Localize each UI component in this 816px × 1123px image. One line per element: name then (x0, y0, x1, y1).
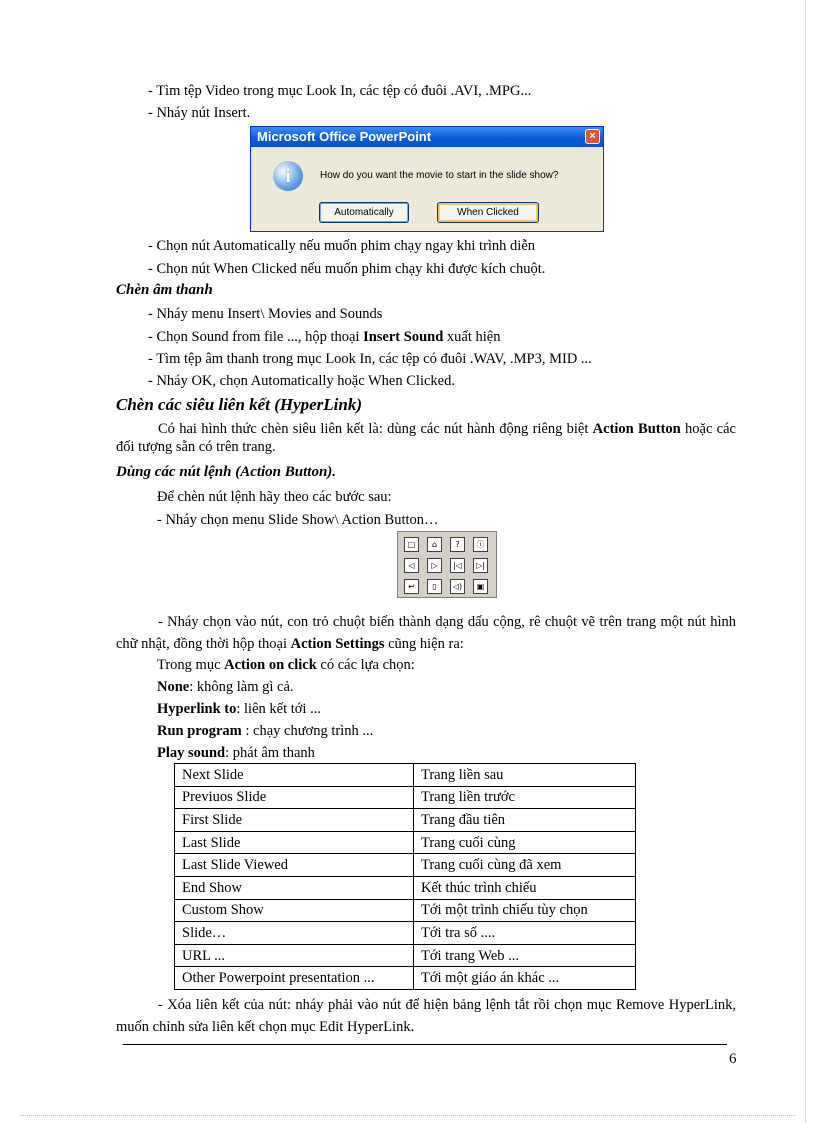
table-row (175, 831, 636, 854)
table-row (175, 922, 636, 945)
sound-step-choose-file: - Chọn Sound from file ..., hộp thoại Insert Sound xuất hiện (148, 329, 501, 345)
step-insert-button: - Nháy nút Insert. (148, 105, 251, 121)
table-row (175, 786, 636, 809)
action-step-draw: - Nháy chọn vào nút, con trỏ chuột biến thành dạng dấu cộng, rê chuột vẽ trên trang một nút hình chữ nhật, đồng thời hộp thoại Action Settings cũng hiện ra: (116, 614, 736, 652)
page-edge (20, 1115, 796, 1116)
table-cell: Tới trang Web ... (414, 944, 636, 967)
sound-step-ok: - Nháy OK, chọn Automatically hoặc When Clicked. (148, 373, 455, 389)
forward-action-icon[interactable]: ▷ (427, 558, 442, 573)
table-cell: Trang liền sau (414, 764, 636, 787)
when-clicked-button[interactable]: When Clicked (437, 202, 539, 223)
table-cell: Tới tra số .... (414, 922, 636, 945)
movie-start-dialog (250, 126, 604, 232)
table-row (175, 876, 636, 899)
help-action-icon[interactable]: ? (450, 537, 465, 552)
dialog-titlebar (251, 127, 603, 147)
page-number: 6 (729, 1051, 737, 1067)
sound-step-menu: - Nháy menu Insert\ Movies and Sounds (148, 306, 383, 322)
page-edge-right (805, 0, 806, 1123)
table-row (175, 854, 636, 877)
remove-hyperlink-text: - Xóa liên kết của nút: nháy phải vào nút để hiện bảng lệnh tắt rồi chọn mục Remove HyperLink, muốn chỉnh sửa liên kết chọn mục Edit HyperLink. (116, 997, 736, 1035)
table-cell: First Slide (175, 809, 414, 832)
sound-step-find: - Tìm tệp âm thanh trong mục Look In, các tệp có đuôi .WAV, .MP3, MID ... (148, 351, 592, 367)
hyperlink-intro: Có hai hình thức chèn siêu liên kết là: dùng các nút hành động riêng biệt Action Button hoặc các đối tượng sẵn có trên trang. (116, 421, 736, 455)
table-row (175, 944, 636, 967)
option-play-sound: Play sound: phát âm thanh (157, 745, 315, 761)
option-none: None: không làm gì cả. (157, 679, 294, 695)
footer-rule (123, 1044, 727, 1045)
action-heading: Dùng các nút lệnh (Action Button). (116, 464, 337, 480)
close-icon[interactable]: × (585, 129, 600, 144)
table-cell: Tới một trình chiếu tùy chọn (414, 899, 636, 922)
step-find-video: - Tìm tệp Video trong mục Look In, các tệp có đuôi .AVI, .MPG... (148, 83, 532, 99)
dialog-title: Microsoft Office PowerPoint (257, 129, 432, 144)
end-action-icon[interactable]: ▷| (473, 558, 488, 573)
table-row (175, 764, 636, 787)
option-run-program: Run program : chạy chương trình ... (157, 723, 374, 739)
table-cell: Next Slide (175, 764, 414, 787)
beginning-action-icon[interactable]: |◁ (450, 558, 465, 573)
document-action-icon[interactable]: ▯ (427, 579, 442, 594)
table-cell: URL ... (175, 944, 414, 967)
action-button-palette (397, 531, 497, 598)
movie-action-icon[interactable]: ▣ (473, 579, 488, 594)
back-action-icon[interactable]: ◁ (404, 558, 419, 573)
step-choose-when-clicked: - Chọn nút When Clicked nếu muốn phim chạy khi được kích chuột. (148, 261, 546, 277)
step-choose-automatically: - Chọn nút Automatically nếu muốn phim chạy ngay khi trình diễn (148, 238, 536, 254)
table-cell: Trang cuối cùng (414, 831, 636, 854)
table-cell: Trang cuối cùng đã xem (414, 854, 636, 877)
table-cell: Last Slide (175, 831, 414, 854)
option-hyperlink: Hyperlink to: liên kết tới ... (157, 701, 321, 717)
table-cell: Tới một giáo án khác ... (414, 967, 636, 990)
hyperlink-heading: Chèn các siêu liên kết (HyperLink) (116, 395, 363, 414)
table-cell: End Show (175, 876, 414, 899)
table-cell: Custom Show (175, 899, 414, 922)
table-cell: Last Slide Viewed (175, 854, 414, 877)
action-steps-intro: Để chèn nút lệnh hãy theo các bước sau: (157, 489, 392, 505)
table-cell: Kết thúc trình chiếu (414, 876, 636, 899)
table-cell: Trang đầu tiên (414, 809, 636, 832)
table-cell: Trang liền trước (414, 786, 636, 809)
blank-action-icon[interactable]: □ (404, 537, 419, 552)
sound-heading: Chèn âm thanh (116, 282, 213, 298)
action-on-click-intro: Trong mục Action on click có các lựa chọn: (157, 657, 415, 673)
action-step-menu: - Nháy chọn menu Slide Show\ Action Button… (157, 512, 439, 528)
home-action-icon[interactable]: ⌂ (427, 537, 442, 552)
table-cell: Slide… (175, 922, 414, 945)
hyperlink-targets-table (174, 763, 636, 990)
table-row (175, 967, 636, 990)
info-icon: i (273, 161, 303, 191)
table-row (175, 809, 636, 832)
table-cell: Previuos Slide (175, 786, 414, 809)
table-row (175, 899, 636, 922)
table-cell: Other Powerpoint presentation ... (175, 967, 414, 990)
information-action-icon[interactable]: ⓘ (473, 537, 488, 552)
return-action-icon[interactable]: ↩ (404, 579, 419, 594)
dialog-message: How do you want the movie to start in the slide show? (320, 170, 559, 181)
automatically-button[interactable]: Automatically (319, 202, 409, 223)
sound-action-icon[interactable]: ◁) (450, 579, 465, 594)
